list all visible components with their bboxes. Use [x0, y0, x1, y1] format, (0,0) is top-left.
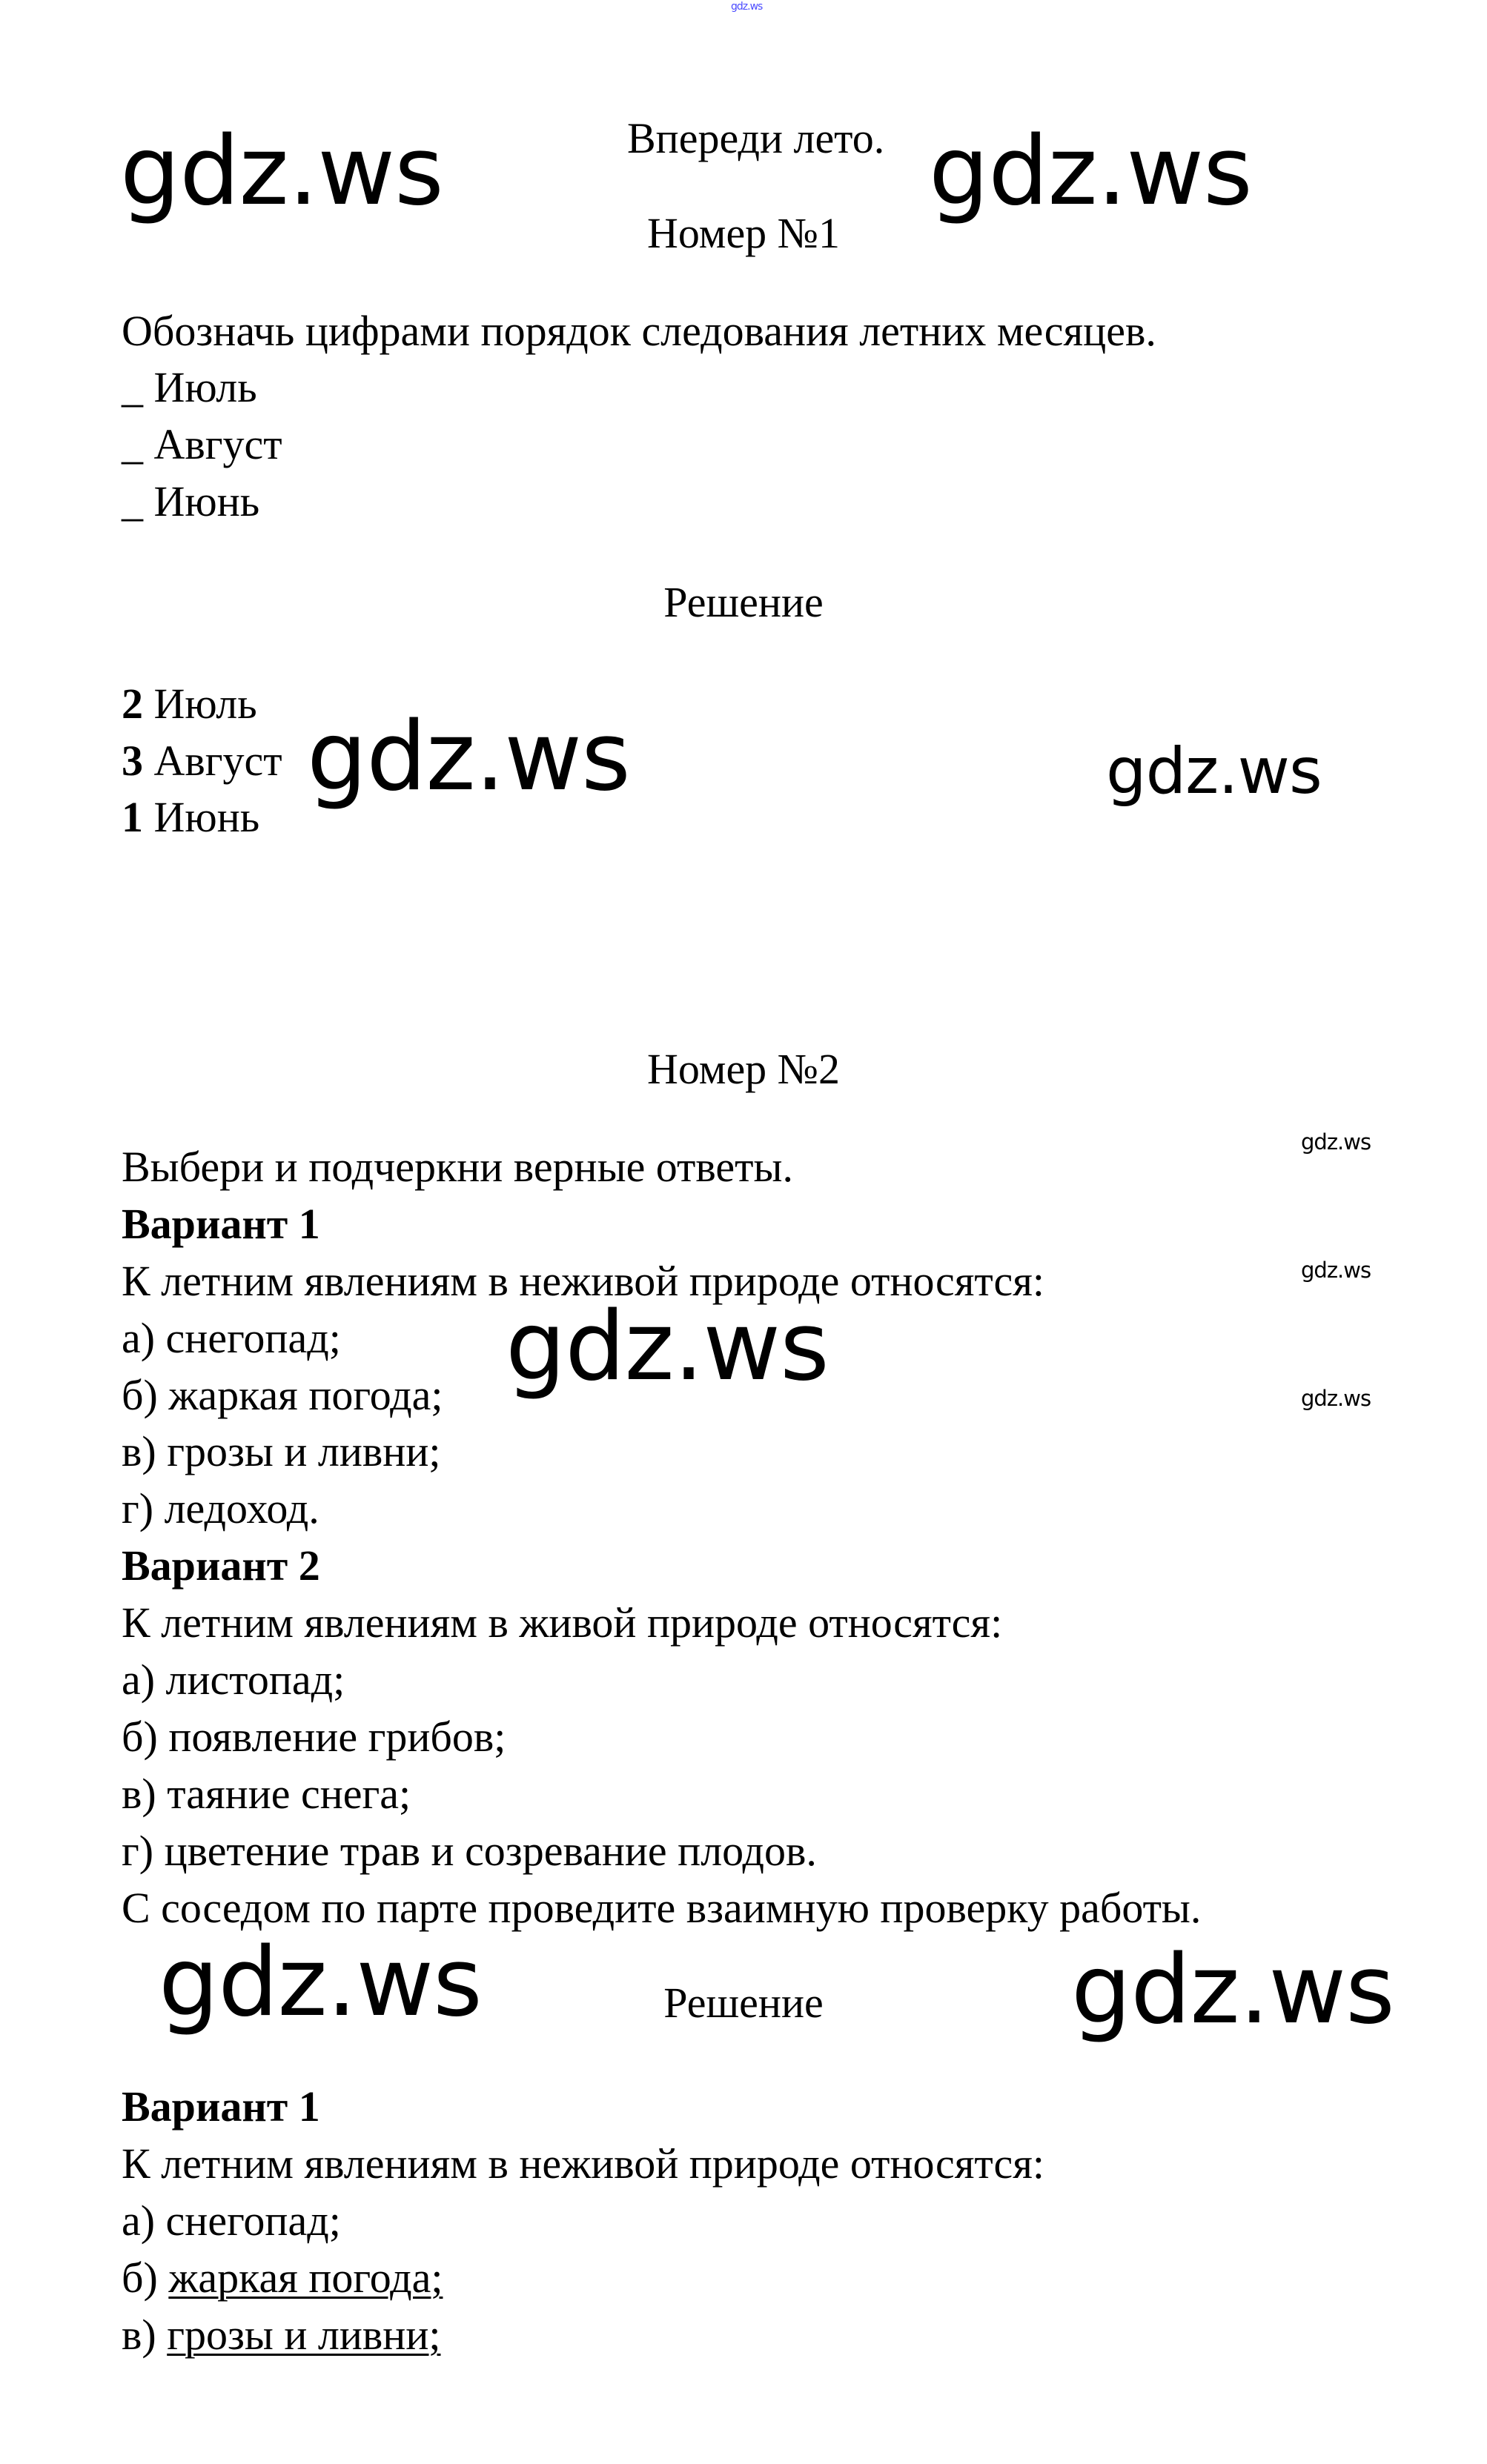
underlined-answer: жаркая погода; [168, 2254, 443, 2302]
solution-option [122, 2252, 443, 2304]
task2-variant1-label: Вариант 1 [122, 1200, 320, 1248]
task2-variant2-label: Вариант 2 [122, 1541, 320, 1590]
task1-item: _ Июль [122, 363, 257, 411]
task2-variant1-option: в) грозы и ливни; [122, 1427, 441, 1475]
watermark: gdz.ws [929, 116, 1252, 227]
solution-variant1-prompt: К летним явлениям в неживой природе относятся: [122, 2139, 1044, 2188]
task1-answer [122, 678, 257, 730]
task1-question: Обозначь цифрами порядок следования летних месяцев. [122, 307, 1156, 355]
task1-answer [122, 791, 259, 843]
answer-text: Август [143, 737, 282, 785]
option-prefix: б) [122, 2254, 169, 2302]
answer-text: Июнь [143, 793, 260, 841]
watermark: gdz.ws [1301, 1129, 1371, 1155]
watermark: gdz.ws [1106, 734, 1322, 808]
solution-option: а) снегопад; [122, 2196, 341, 2245]
task2-variant1-option: а) снегопад; [122, 1314, 341, 1362]
underlined-answer: грозы и ливни; [167, 2311, 441, 2359]
answer-text: Июль [143, 680, 257, 728]
page-title: Впереди лето. [627, 114, 885, 162]
option-prefix: в) [122, 2311, 168, 2359]
top-watermark: gdz.ws [731, 1, 763, 13]
task1-item: _ Июнь [122, 477, 260, 525]
watermark: gdz.ws [120, 116, 443, 227]
task2-variant1-option: г) ледоход. [122, 1484, 319, 1532]
task1-solution-heading: Решение [663, 578, 824, 626]
watermark: gdz.ws [506, 1292, 829, 1402]
answer-number: 1 [122, 793, 143, 841]
answer-number: 3 [122, 737, 143, 785]
task2-variant2-option: в) таяние снега; [122, 1770, 411, 1818]
task1-answer [122, 735, 282, 787]
task1-item: _ Август [122, 420, 282, 468]
watermark: gdz.ws [159, 1927, 482, 2038]
task2-variant1-prompt: К летним явлениям в неживой природе относятся: [122, 1257, 1044, 1305]
task1-heading: Номер №1 [646, 209, 841, 257]
task2-closing: С соседом по парте проведите взаимную проверку работы. [122, 1884, 1202, 1932]
task2-variant2-prompt: К летним явлениям в живой природе относятся: [122, 1598, 1003, 1647]
task2-instruction: Выбери и подчеркни верные ответы. [122, 1143, 793, 1191]
solution-option [122, 2309, 440, 2361]
watermark: gdz.ws [1301, 1258, 1371, 1283]
task2-solution-heading: Решение [663, 1979, 824, 2027]
watermark: gdz.ws [1071, 1935, 1394, 2045]
task2-variant1-option: б) жаркая погода; [122, 1371, 443, 1419]
task2-heading: Номер №2 [646, 1045, 841, 1093]
solution-variant1-label: Вариант 1 [122, 2082, 320, 2131]
watermark: gdz.ws [307, 702, 630, 812]
task2-variant2-option: г) цветение трав и созревание плодов. [122, 1827, 817, 1875]
task2-variant2-option: а) листопад; [122, 1656, 345, 1704]
watermark: gdz.ws [1301, 1386, 1371, 1411]
task2-variant2-option: б) появление грибов; [122, 1713, 506, 1761]
answer-number: 2 [122, 680, 143, 728]
